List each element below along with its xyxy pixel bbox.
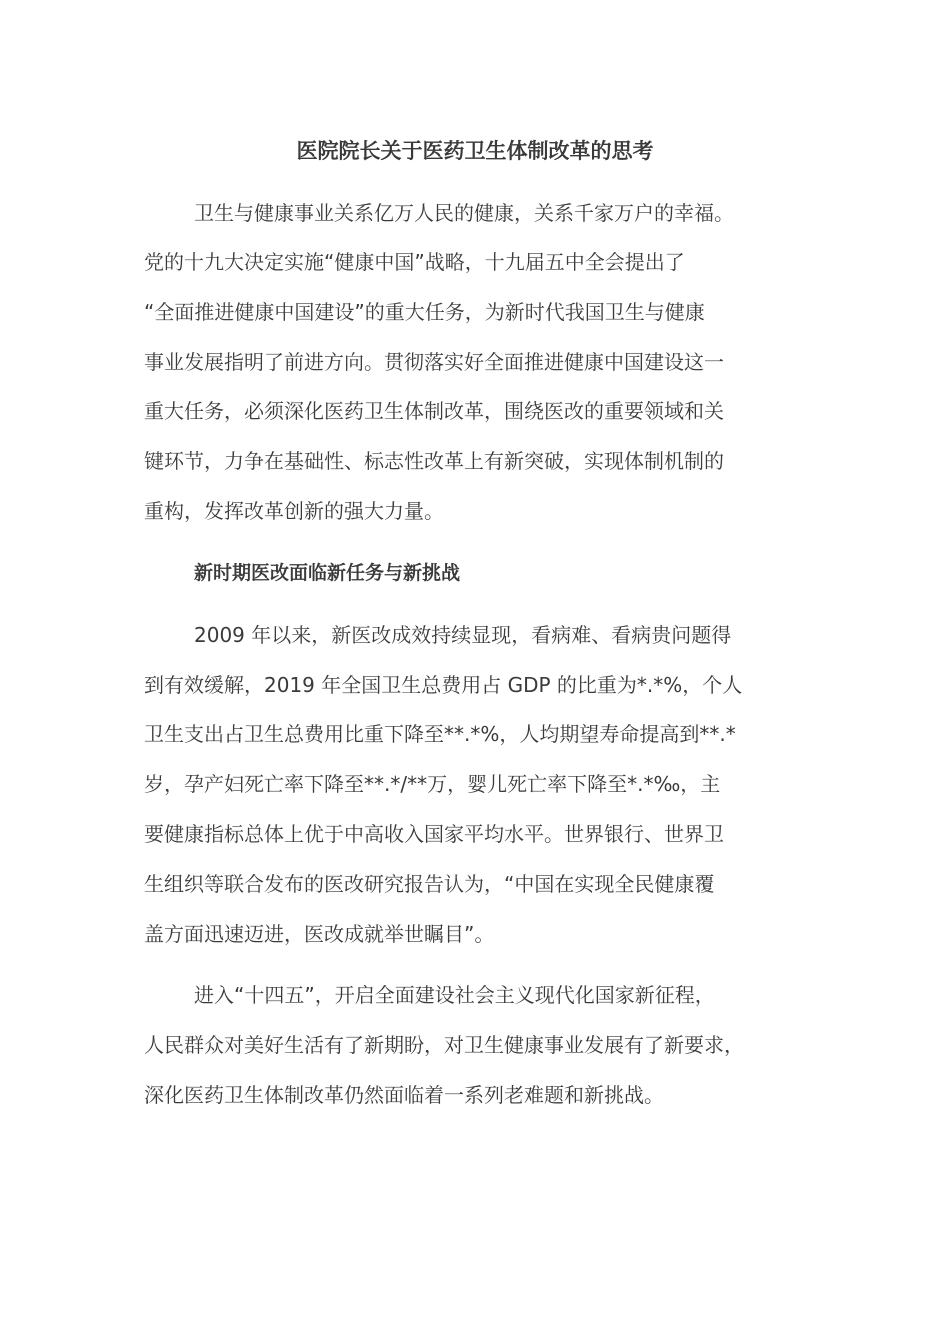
paragraph-line: 卫生与健康事业关系亿万人民的健康，关系千家万户的幸福。 (194, 201, 734, 225)
document-title: 医院院长关于医药卫生体制改革的思考 (296, 139, 654, 163)
paragraph-line: 盖方面迅速迈进，医改成就举世瞩目”。 (144, 922, 495, 946)
paragraph-line: 键环节，力争在基础性、标志性改革上有新突破，实现体制机制的 (144, 449, 724, 473)
paragraph-line: 事业发展指明了前进方向。贯彻落实好全面推进健康中国建设这一 (144, 350, 724, 374)
paragraph-line: 生组织等联合发布的医改研究报告认为，“中国在实现全民健康覆 (144, 872, 715, 896)
paragraph-line: 重构，发挥改革创新的强大力量。 (144, 499, 444, 523)
paragraph-line: 党的十九大决定实施“健康中国”战略，十九届五中全会提出了 (144, 250, 685, 274)
paragraph-line: 到有效缓解，2019 年全国卫生总费用占 GDP 的比重为*.*%，个人 (144, 673, 743, 697)
paragraph-line: 要健康指标总体上优于中高收入国家平均水平。世界银行、世界卫 (144, 822, 724, 846)
section-heading: 新时期医改面临新任务与新挑战 (194, 562, 461, 584)
paragraph-line: 卫生支出占卫生总费用比重下降至**.*%，人均期望寿命提高到**.* (144, 722, 736, 746)
paragraph-line: 人民群众对美好生活有了新期盼，对卫生健康事业发展有了新要求， (144, 1033, 744, 1057)
paragraph-line: 2009 年以来，新医改成效持续显现，看病难、看病贵问题得 (194, 623, 732, 647)
paragraph-line: 岁，孕产妇死亡率下降至**.*/**万，婴儿死亡率下降至*.*‰，主 (144, 772, 721, 796)
paragraph-line: 重大任务，必须深化医药卫生体制改革，围绕医改的重要领域和关 (144, 399, 724, 423)
paragraph-line: 深化医药卫生体制改革仍然面临着一系列老难题和新挑战。 (144, 1083, 664, 1107)
paragraph-line: 进入“十四五”，开启全面建设社会主义现代化国家新征程， (194, 983, 715, 1007)
paragraph-line: “全面推进健康中国建设”的重大任务，为新时代我国卫生与健康 (144, 300, 705, 324)
